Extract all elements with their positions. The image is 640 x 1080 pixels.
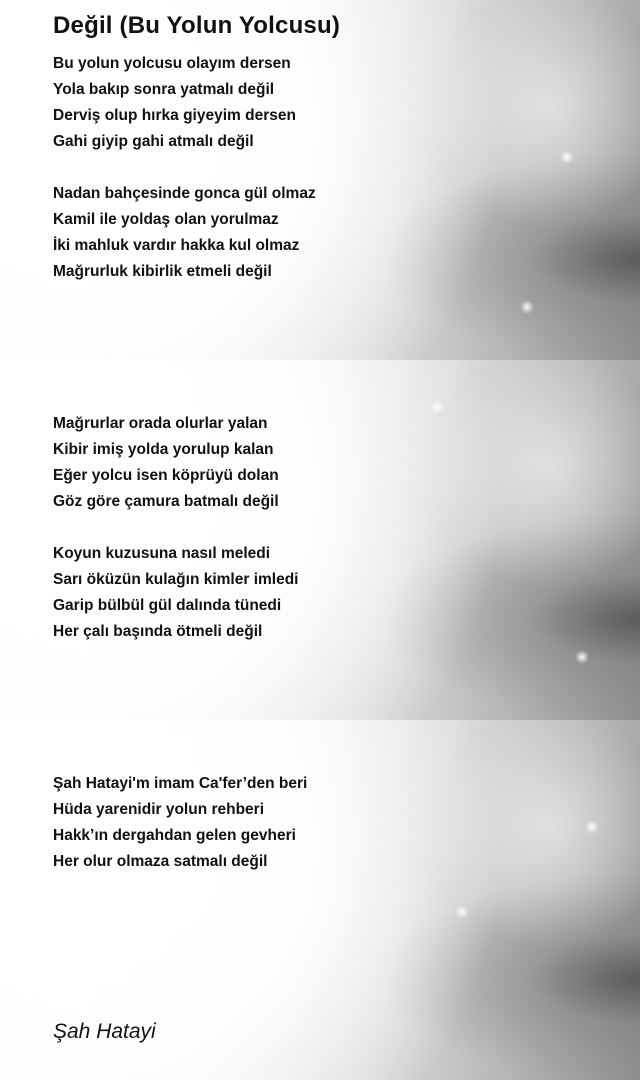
poem-line: Bu yolun yolcusu olayım dersen — [53, 55, 291, 72]
poem-title: Değil (Bu Yolun Yolcusu) — [53, 12, 341, 39]
poem-line: Koyun kuzusuna nasıl meledi — [53, 545, 271, 562]
sparkle-decoration — [455, 905, 469, 919]
poem-line: Gahi giyip gahi atmalı değil — [53, 133, 254, 150]
poem-line: Hüda yarenidir yolun rehberi — [53, 801, 265, 818]
sparkle-decoration — [430, 400, 444, 414]
poem-line: Her olur olmaza satmalı değil — [53, 853, 268, 870]
sparkle-decoration — [575, 650, 589, 664]
poem-line: Göz göre çamura batmalı değil — [53, 493, 279, 510]
stanza-1 — [53, 51, 296, 155]
sparkle-decoration — [560, 150, 574, 164]
poem-line: Sarı öküzün kulağın kimler imledi — [53, 571, 299, 588]
poem-line: Nadan bahçesinde gonca gül olmaz — [53, 185, 316, 202]
poem-line: Derviş olup hırka giyeyim dersen — [53, 107, 296, 124]
poem-line: Her çalı başında ötmeli değil — [53, 623, 263, 640]
poem-line: Şah Hatayi'm imam Ca'fer’den beri — [53, 775, 308, 792]
poem-author: Şah Hatayi — [53, 1020, 156, 1043]
poem-line: Garip bülbül gül dalında tünedi — [53, 597, 282, 614]
poem-line: Eğer yolcu isen köprüyü dolan — [53, 467, 279, 484]
stanza-5 — [53, 771, 307, 875]
poem-line: Kamil ile yoldaş olan yorulmaz — [53, 211, 279, 228]
poem-panel-1 — [0, 0, 640, 360]
poem-panel-3 — [0, 720, 640, 1080]
poem-line: Mağrurluk kibirlik etmeli değil — [53, 263, 272, 280]
sparkle-decoration — [585, 820, 599, 834]
poem-line: Hakk’ın dergahdan gelen gevheri — [53, 827, 296, 844]
sparkle-decoration — [520, 300, 534, 314]
poem-line: Kibir imiş yolda yorulup kalan — [53, 441, 274, 458]
stanza-2 — [53, 181, 316, 285]
poem-line: Yola bakıp sonra yatmalı değil — [53, 81, 275, 98]
stanza-4 — [53, 541, 298, 645]
poem-line: İki mahluk vardır hakka kul olmaz — [53, 237, 300, 254]
poem-panel-2 — [0, 360, 640, 720]
poem-line: Mağrurlar orada olurlar yalan — [53, 415, 268, 432]
stanza-3 — [53, 411, 279, 515]
